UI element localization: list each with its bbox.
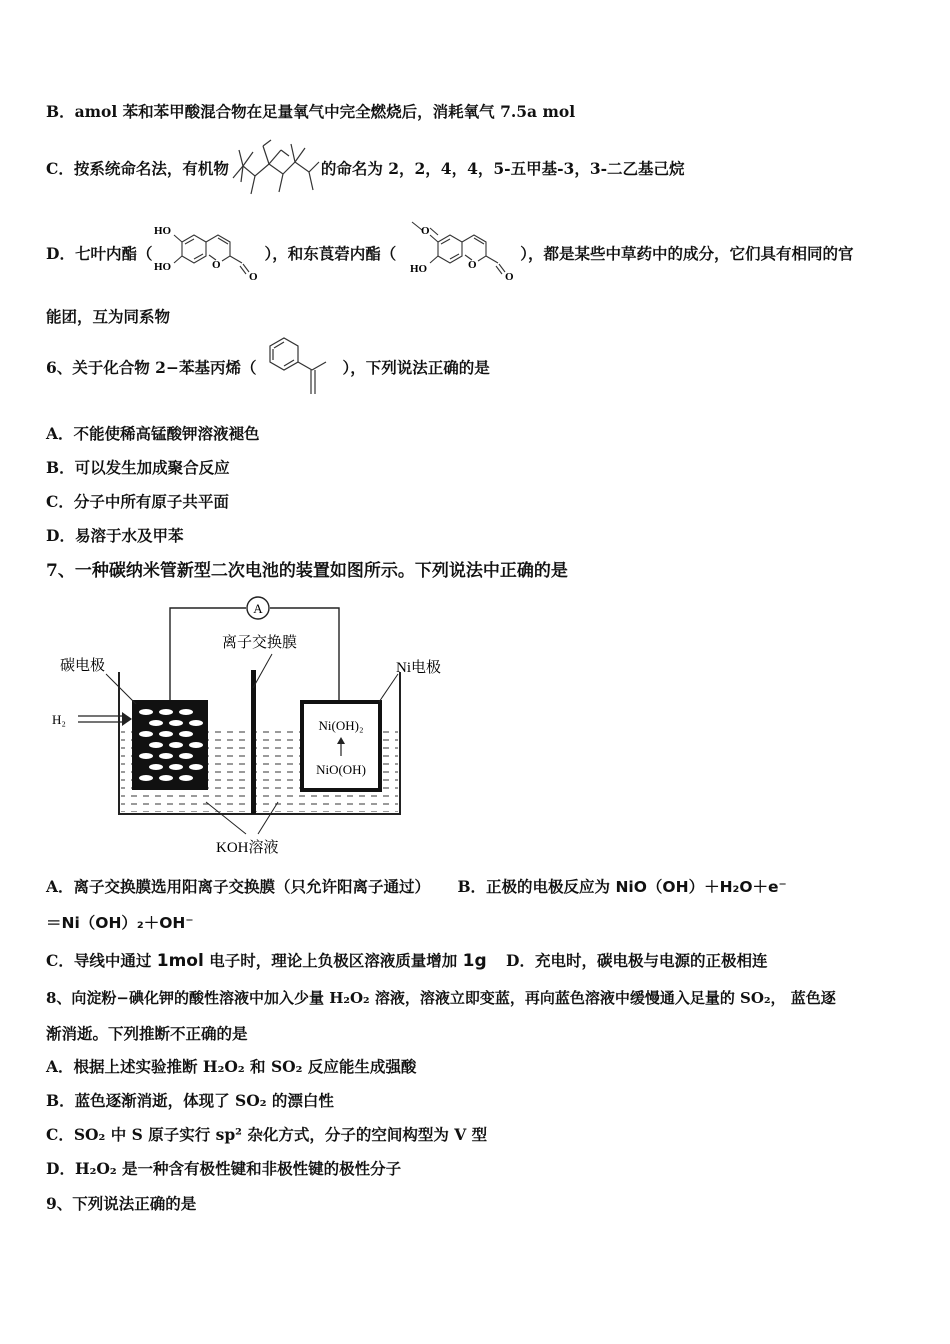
q7-option-a-text: A．离子交换膜选用阳离子交换膜（只允许阳离子通过） xyxy=(46,877,431,896)
q6-option-c: C．分子中所有原子共平面 xyxy=(46,492,229,511)
q7-option-c-value2: 1g xyxy=(462,951,487,971)
q7-option-b-prefix: B．正极的电极反应为 xyxy=(457,877,611,896)
ho-label: HO xyxy=(410,263,428,275)
q5-option-d-suffix: ），都是某些中草药中的成分，它们具有相同的官 xyxy=(520,244,854,263)
q6-option-a: A．不能使稀高锰酸钾溶液褪色 xyxy=(46,424,260,443)
q7-option-c xyxy=(46,950,768,972)
q8-option-b: B．蓝色逐渐消逝，体现了 SO₂ 的漂白性 xyxy=(46,1091,334,1110)
ring-oxygen-label: O xyxy=(212,259,222,271)
ho-label-bottom: HO xyxy=(154,261,172,273)
ion-exchange-membrane xyxy=(251,670,256,814)
q8-stem-line1: 8、向淀粉−碘化钾的酸性溶液中加入少量 H₂O₂ 溶液，溶液立即变蓝，再向蓝色溶液中缓慢通入足量的 SO₂， 蓝色逐 xyxy=(46,989,836,1007)
q6-option-d: D．易溶于水及甲苯 xyxy=(46,526,184,545)
membrane-label: 离子交换膜 xyxy=(222,635,298,651)
ring-oxygen-label: O xyxy=(468,259,477,271)
q7-option-b-equation: NiO（OH）＋H₂O＋e⁻ xyxy=(615,878,787,896)
q5-option-d-middle: ），和东莨菪内酯（ xyxy=(264,244,397,263)
q8-option-a: A．根据上述实验推断 H₂O₂ 和 SO₂ 反应能生成强酸 xyxy=(46,1057,417,1076)
ni-electrode-label: Ni电极 xyxy=(396,660,442,676)
q7-option-c-middle: 电子时，理论上负极区溶液质量增加 xyxy=(209,951,458,970)
q5-option-d xyxy=(46,216,853,292)
koh-label: KOH溶液 xyxy=(216,840,279,856)
h2-label: H₂ xyxy=(52,712,66,727)
carbonyl-oxygen-label: O xyxy=(249,271,259,283)
q8-option-d: D．H₂O₂ 是一种含有极性键和非极性键的极性分子 xyxy=(46,1159,402,1178)
ammeter-label: A xyxy=(253,601,263,616)
q8-stem-line2: 渐消逝。下列推断不正确的是 xyxy=(46,1024,248,1043)
esculetin-structure xyxy=(152,218,264,290)
q5-option-c-suffix: 的命名为 2，2，4，4，5-五甲基-3，3-二乙基己烷 xyxy=(320,159,685,178)
q5-option-b: B．amol 苯和苯甲酸混合物在足量氧气中完全燃烧后，消耗氧气 7.5a mol xyxy=(46,102,576,121)
reactant-label: NiO(OH) xyxy=(316,762,366,777)
q9-stem: 9、下列说法正确的是 xyxy=(46,1194,197,1213)
q8-option-c: C．SO₂ 中 S 原子实行 sp² 杂化方式，分子的空间构型为 V 型 xyxy=(46,1125,488,1144)
q7-stem: 7、一种碳纳米管新型二次电池的装置如图所示。下列说法中正确的是 xyxy=(46,561,568,581)
methoxy-oxygen-label: O xyxy=(421,225,430,237)
product-label: Ni(OH)₂ xyxy=(318,718,364,733)
q5-option-c xyxy=(46,138,685,200)
q6-stem-prefix: 6、关于化合物 2−苯基丙烯（ xyxy=(46,358,257,377)
q7-option-c-prefix: C．导线中通过 xyxy=(46,951,152,970)
q7-option-c-value: 1mol xyxy=(156,951,204,971)
carbonyl-oxygen-label: O xyxy=(505,271,514,283)
q7-option-a xyxy=(46,876,787,898)
carbon-electrode-label: 碳电极 xyxy=(60,658,106,674)
q5-option-c-prefix: C．按系统命名法，有机物 xyxy=(46,159,229,178)
q5-option-d-continued: 能团，互为同系物 xyxy=(46,307,171,326)
battery-diagram xyxy=(46,592,466,864)
scopoletin-structure xyxy=(396,218,520,290)
branched-alkane-structure xyxy=(229,138,321,200)
q6-stem-suffix: ），下列说法正确的是 xyxy=(342,358,490,377)
q6-option-b: B．可以发生加成聚合反应 xyxy=(46,458,230,477)
q6-stem xyxy=(46,336,490,400)
2-phenylpropene-structure xyxy=(256,336,342,400)
q7-option-b-equation-continued: ＝Ni（OH）₂＋OH⁻ xyxy=(46,914,194,932)
q5-option-d-prefix: D．七叶内酯（ xyxy=(46,244,153,263)
q7-option-d: D．充电时，碳电极与电源的正极相连 xyxy=(506,951,768,970)
ho-label-top: HO xyxy=(154,225,172,237)
